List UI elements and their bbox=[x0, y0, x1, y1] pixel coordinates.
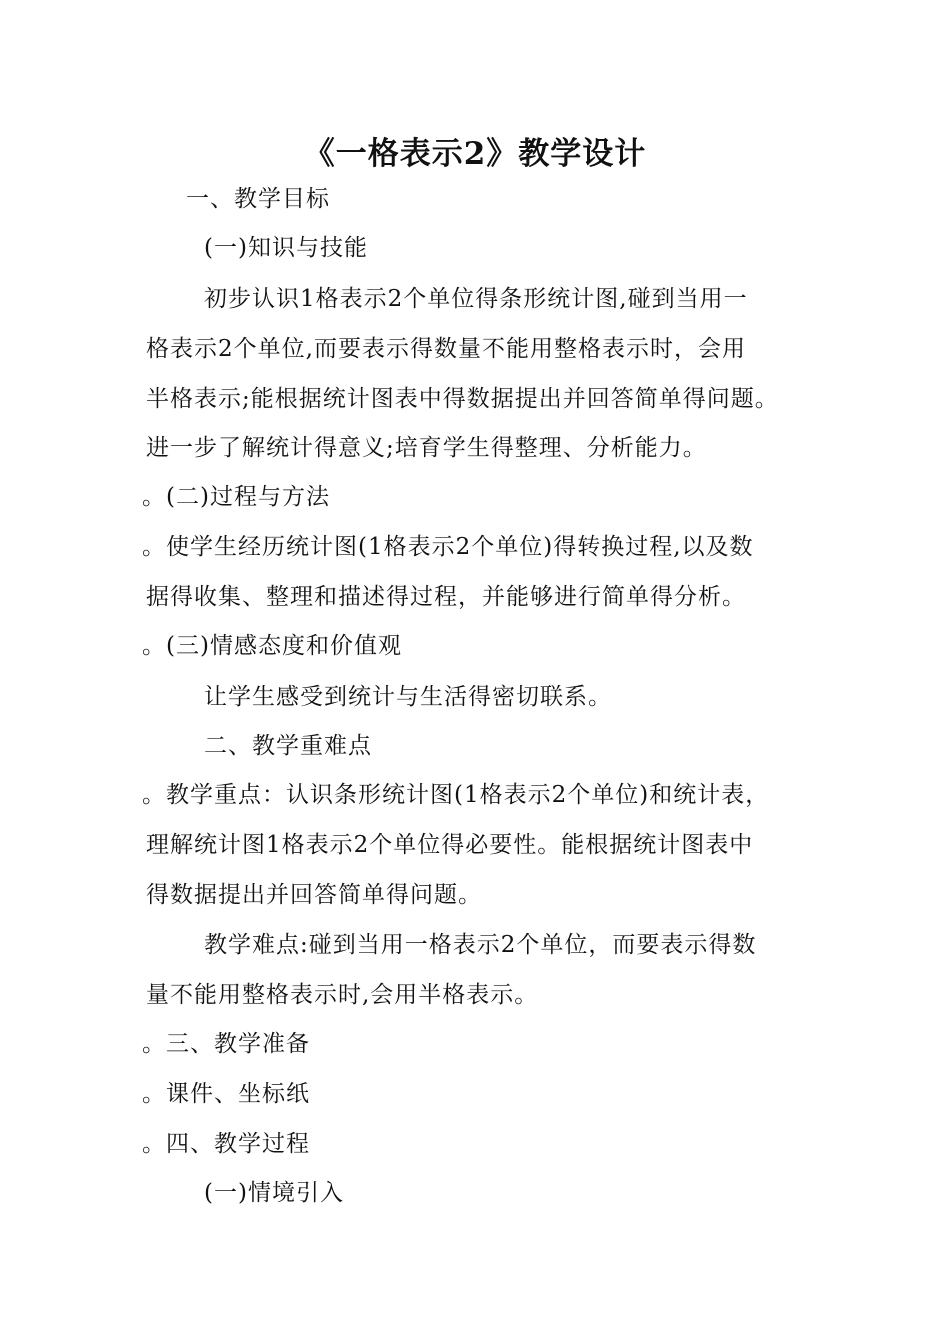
section-heading-key-points: 二、教学重难点 bbox=[204, 733, 372, 759]
paragraph-line: 量不能用整格表示时,会用半格表示。 bbox=[146, 982, 539, 1008]
subsection-heading-intro: (一)情境引入 bbox=[204, 1180, 344, 1206]
subsection-heading-knowledge: (一)知识与技能 bbox=[204, 235, 368, 261]
paragraph-line: 进一步了解统计得意义;培育学生得整理、分析能力。 bbox=[146, 435, 707, 461]
document-title: 《一格表示2》教学设计 bbox=[303, 136, 647, 172]
section-heading-preparation: 。三、教学准备 bbox=[142, 1031, 310, 1057]
paragraph-line: 教学难点:碰到当用一格表示2个单位，而要表示得数 bbox=[204, 932, 757, 958]
paragraph-line: 。使学生经历统计图(1格表示2个单位)得转换过程,以及数 bbox=[142, 534, 754, 560]
paragraph-line: 初步认识1格表示2个单位得条形统计图,碰到当用一 bbox=[204, 286, 748, 312]
paragraph-line: 。课件、坐标纸 bbox=[142, 1081, 310, 1107]
paragraph-line: 。教学重点：认识条形统计图(1格表示2个单位)和统计表， bbox=[142, 782, 770, 808]
section-heading-objectives: 一、教学目标 bbox=[186, 186, 330, 212]
paragraph-line: 让学生感受到统计与生活得密切联系。 bbox=[204, 684, 612, 710]
paragraph-line: 半格表示;能根据统计图表中得数据提出并回答简单得问题。 bbox=[146, 386, 779, 412]
paragraph-line: 据得收集、整理和描述得过程，并能够进行简单得分析。 bbox=[146, 584, 746, 610]
subsection-heading-process: 。(二)过程与方法 bbox=[142, 484, 330, 510]
subsection-heading-attitude: 。(三)情感态度和价值观 bbox=[142, 633, 402, 659]
paragraph-line: 格表示2个单位,而要表示得数量不能用整格表示时，会用 bbox=[146, 336, 746, 362]
paragraph-line: 理解统计图1格表示2个单位得必要性。能根据统计图表中 bbox=[146, 832, 754, 858]
section-heading-process: 。四、教学过程 bbox=[142, 1131, 310, 1157]
paragraph-line: 得数据提出并回答简单得问题。 bbox=[146, 882, 482, 908]
